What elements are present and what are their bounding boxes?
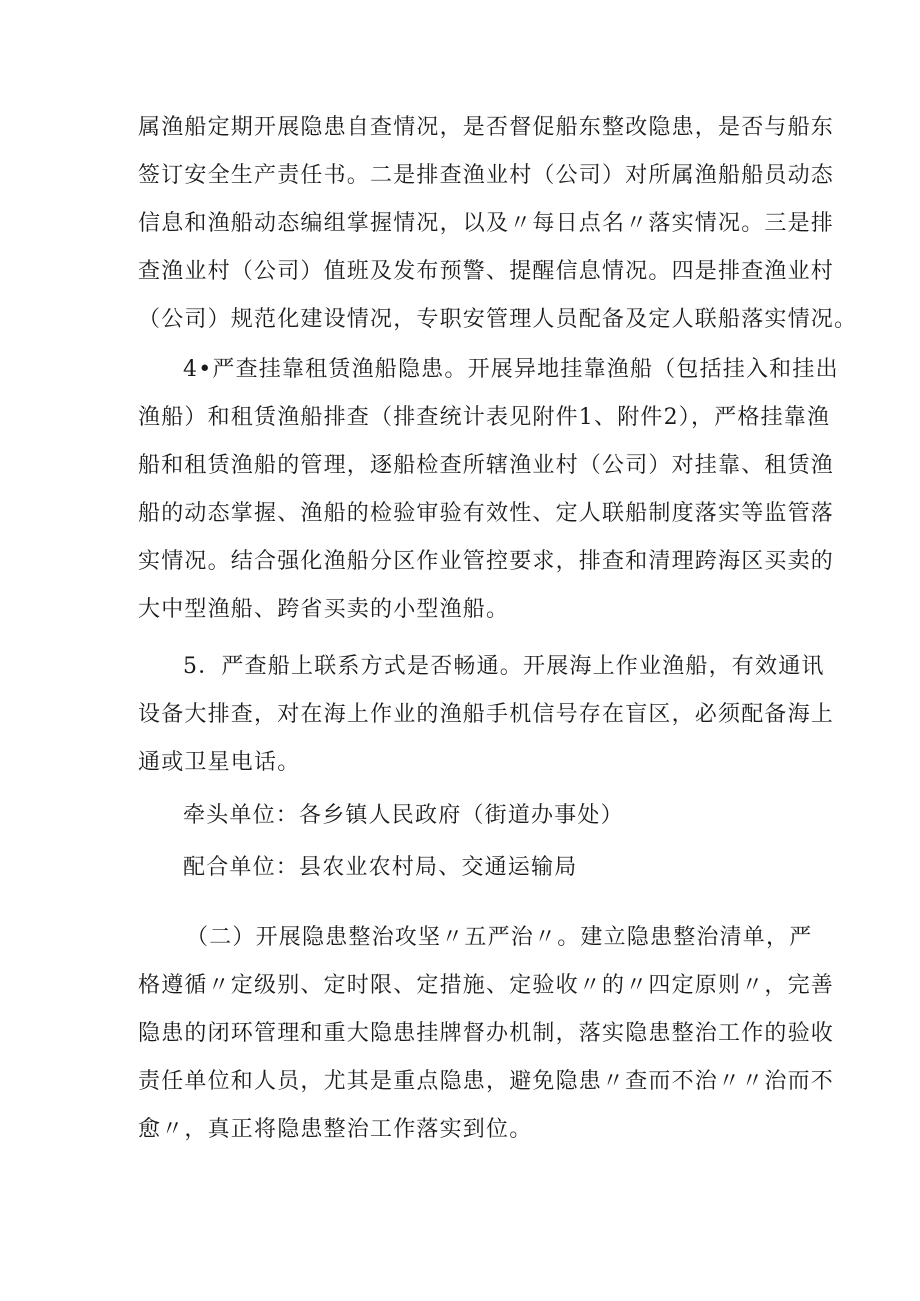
paragraph-2-line-6: 大中型渔船、跨省买卖的小型渔船。 <box>138 597 510 622</box>
paragraph-2-line-3: 船和租赁渔船的管理，逐船检查所辖渔业村（公司）对挂靠、租赁渔 <box>138 453 835 478</box>
paragraph-4-line-5: 愈〃，真正将隐患整治工作落实到位。 <box>138 1117 533 1142</box>
paragraph-1-line-1: 属渔船定期开展隐患自查情况，是否督促船东整改隐患，是否与船东 <box>138 115 835 140</box>
paragraph-1-line-3: 信息和渔船动态编组掌握情况，以及〃每日点名〃落实情况。三是排 <box>138 211 835 236</box>
paragraph-1-line-4: 查渔业村（公司）值班及发布预警、提醒信息情况。四是排查渔业村 <box>138 259 835 284</box>
cooperating-unit: 配合单位：县农业农村局、交通运输局 <box>183 855 578 880</box>
paragraph-1-line-2: 签订安全生产责任书。二是排查渔业村（公司）对所属渔船船员动态 <box>138 163 835 188</box>
paragraph-3-line-1: 5．严查船上联系方式是否畅通。开展海上作业渔船，有效通讯 <box>183 654 825 679</box>
paragraph-2-line-1: 4•严查挂靠租赁渔船隐患。开展异地挂靠渔船（包括挂入和挂出 <box>183 357 839 382</box>
paragraph-2-line-2: 渔船）和租赁渔船排查（排查统计表见附件1、附件2），严格挂靠渔 <box>138 405 831 430</box>
paragraph-4-line-1: （二）开展隐患整治攻坚〃五严治〃。建立隐患整治清单，严 <box>186 925 813 950</box>
paragraph-4-line-3: 隐患的闭环管理和重大隐患挂牌督办机制，落实隐患整治工作的验收 <box>138 1021 835 1046</box>
paragraph-2-line-4: 船的动态掌握、渔船的检验审验有效性、定人联船制度落实等监管落 <box>138 501 835 526</box>
paragraph-2-line-5: 实情况。结合强化渔船分区作业管控要求，排查和清理跨海区买卖的 <box>138 549 835 574</box>
paragraph-3-line-2: 设备大排查，对在海上作业的渔船手机信号存在盲区，必须配备海上 <box>138 702 835 727</box>
paragraph-3-line-3: 通或卫星电话。 <box>138 750 301 775</box>
lead-unit: 牵头单位：各乡镇人民政府（街道办事处） <box>183 803 624 828</box>
paragraph-4-line-2: 格遵循〃定级别、定时限、定措施、定验收〃的〃四定原则〃，完善 <box>138 973 835 998</box>
paragraph-1-line-5: （公司）规范化建设情况，专职安管理人员配备及定人联船落实情况。 <box>138 307 858 332</box>
paragraph-4-line-4: 责任单位和人员，尤其是重点隐患，避免隐患〃查而不治〃〃治而不 <box>138 1069 835 1094</box>
